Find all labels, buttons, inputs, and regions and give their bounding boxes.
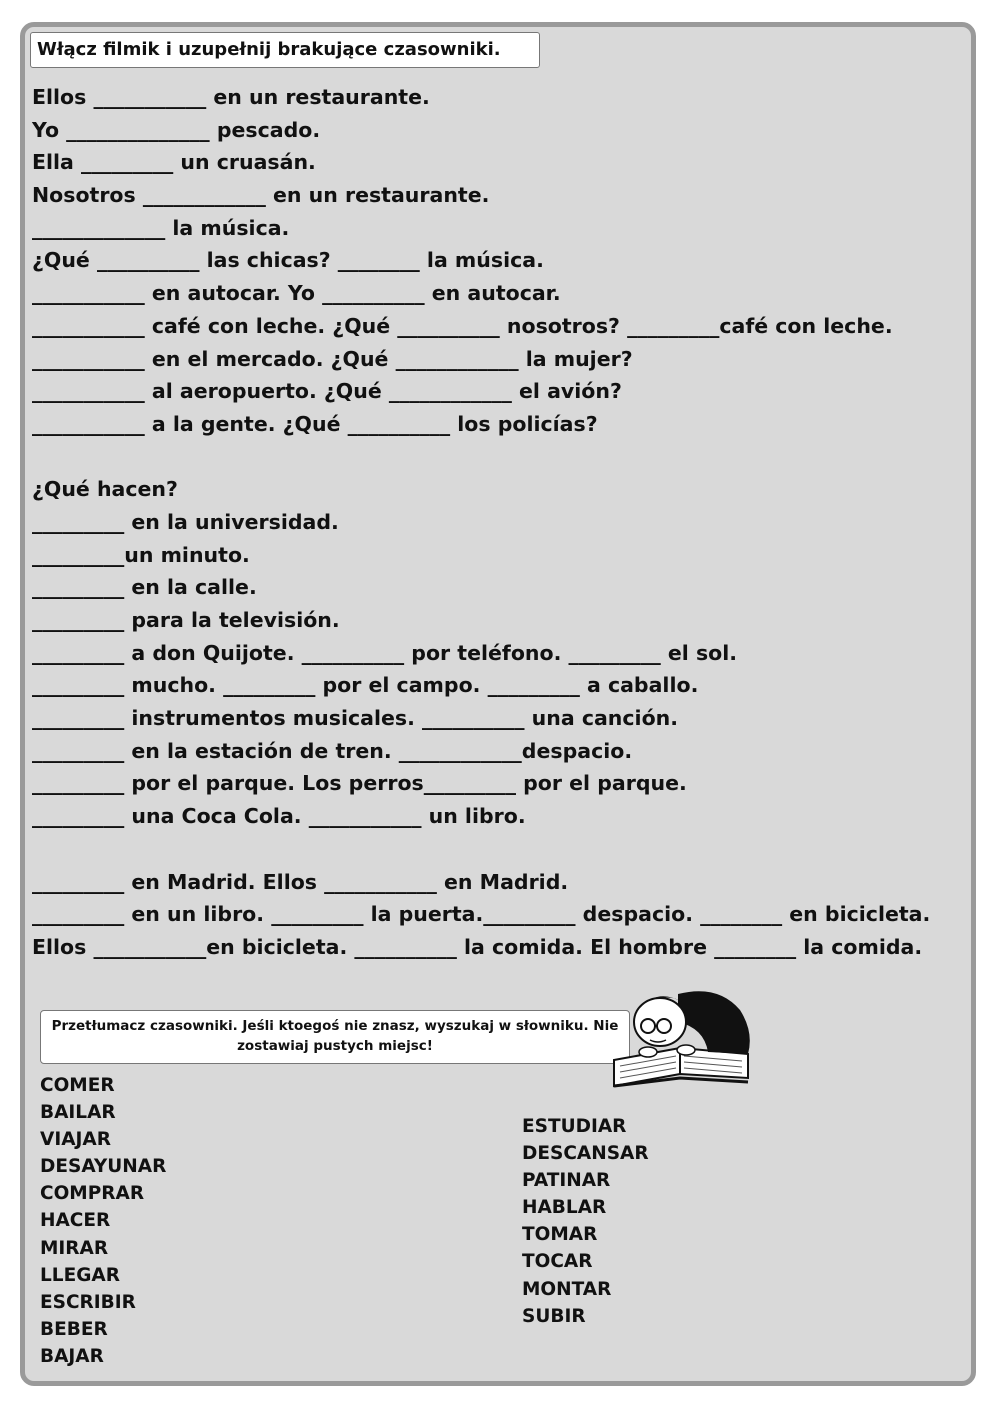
exercise-line: ___________ a la gente. ¿Qué __________ los policías? (32, 411, 598, 436)
exercise-line: Yo ______________ pescado. (32, 117, 321, 142)
exercise-line: ¿Qué __________ las chicas? ________ la música. (32, 248, 544, 273)
verb-list-left (40, 1072, 166, 1370)
verb-item: DESAYUNAR (40, 1156, 167, 1178)
exercise-lines (32, 81, 952, 964)
exercise-line: _________ en la universidad. (32, 509, 339, 534)
exercise-line: ___________ café con leche. ¿Qué __________ nosotros? _________café con leche. (32, 313, 893, 338)
verb-item: ESCRIBIR (40, 1291, 136, 1313)
verb-item: PATINAR (522, 1170, 611, 1192)
exercise-line: Ella _________ un cruasán. (32, 150, 316, 175)
exercise-line: Nosotros ____________ en un restaurante. (32, 183, 490, 208)
verb-item: COMER (40, 1075, 115, 1096)
verb-item: HACER (40, 1210, 111, 1232)
verb-item: LLEGAR (40, 1264, 120, 1286)
exercise-line: _____________ la música. (32, 215, 290, 240)
verb-item: TOCAR (522, 1251, 593, 1273)
blank-line (32, 833, 952, 866)
verb-item: MIRAR (40, 1237, 109, 1259)
exercise-line: ___________ al aeropuerto. ¿Qué ____________ el avión? (32, 379, 622, 404)
exercise-line: _________ una Coca Cola. ___________ un libro. (32, 804, 526, 829)
verb-item: HABLAR (522, 1197, 607, 1219)
exercise-line: _________ en la calle. (32, 575, 257, 600)
exercise-line: _________ para la televisión. (32, 608, 340, 632)
verb-list-right (522, 1113, 649, 1330)
translation-instruction: Przetłumacz czasowniki. Jeśli ktoegoś nie znasz, wyszukaj w słowniku. Nie zostawiaj pustych miejsc! (40, 1010, 630, 1064)
exercise-line: _________ instrumentos musicales. __________ una canción. (32, 706, 679, 731)
exercise-line: _________ por el parque. Los perros_________ por el parque. (32, 771, 687, 796)
worksheet-title: Włącz filmik i uzupełnij brakujące czasowniki. (30, 32, 540, 68)
exercise-line: Ellos ___________ en un restaurante. (32, 85, 430, 109)
exercise-line: _________ en la estación de tren. ____________despacio. (32, 738, 633, 763)
verb-item: BAILAR (40, 1102, 116, 1124)
exercise-line: ___________ en autocar. Yo __________ en autocar. (32, 281, 561, 306)
exercise-line: _________un minuto. (32, 542, 250, 567)
verb-item: MONTAR (522, 1278, 612, 1300)
verb-item: VIAJAR (40, 1129, 111, 1151)
exercise-line: _________ mucho. _________ por el campo. _________ a caballo. (32, 673, 699, 698)
verb-item: COMPRAR (40, 1183, 145, 1205)
blank-line (32, 441, 952, 474)
verb-item: DESCANSAR (522, 1143, 649, 1165)
verb-item: ESTUDIAR (522, 1116, 627, 1137)
verb-item: BEBER (40, 1318, 108, 1340)
verb-item: TOMAR (522, 1224, 598, 1246)
exercise-line: _________ a don Quijote. __________ por teléfono. _________ el sol. (32, 640, 738, 665)
section-heading: ¿Qué hacen? (32, 477, 178, 502)
exercise-paragraph: _________ en un libro. _________ la puerta._________ despacio. ________ en bicicleta. Ellos ___________en bicicleta. __________ la comida. El hombre ________ la comida. (32, 902, 931, 959)
verb-item: BAJAR (40, 1345, 104, 1367)
exercise-line: ___________ en el mercado. ¿Qué ____________ la mujer? (32, 346, 633, 371)
verb-item: SUBIR (522, 1305, 586, 1327)
reading-man-book-icon (608, 982, 758, 1092)
exercise-line: _________ en Madrid. Ellos ___________ en Madrid. (32, 869, 569, 894)
